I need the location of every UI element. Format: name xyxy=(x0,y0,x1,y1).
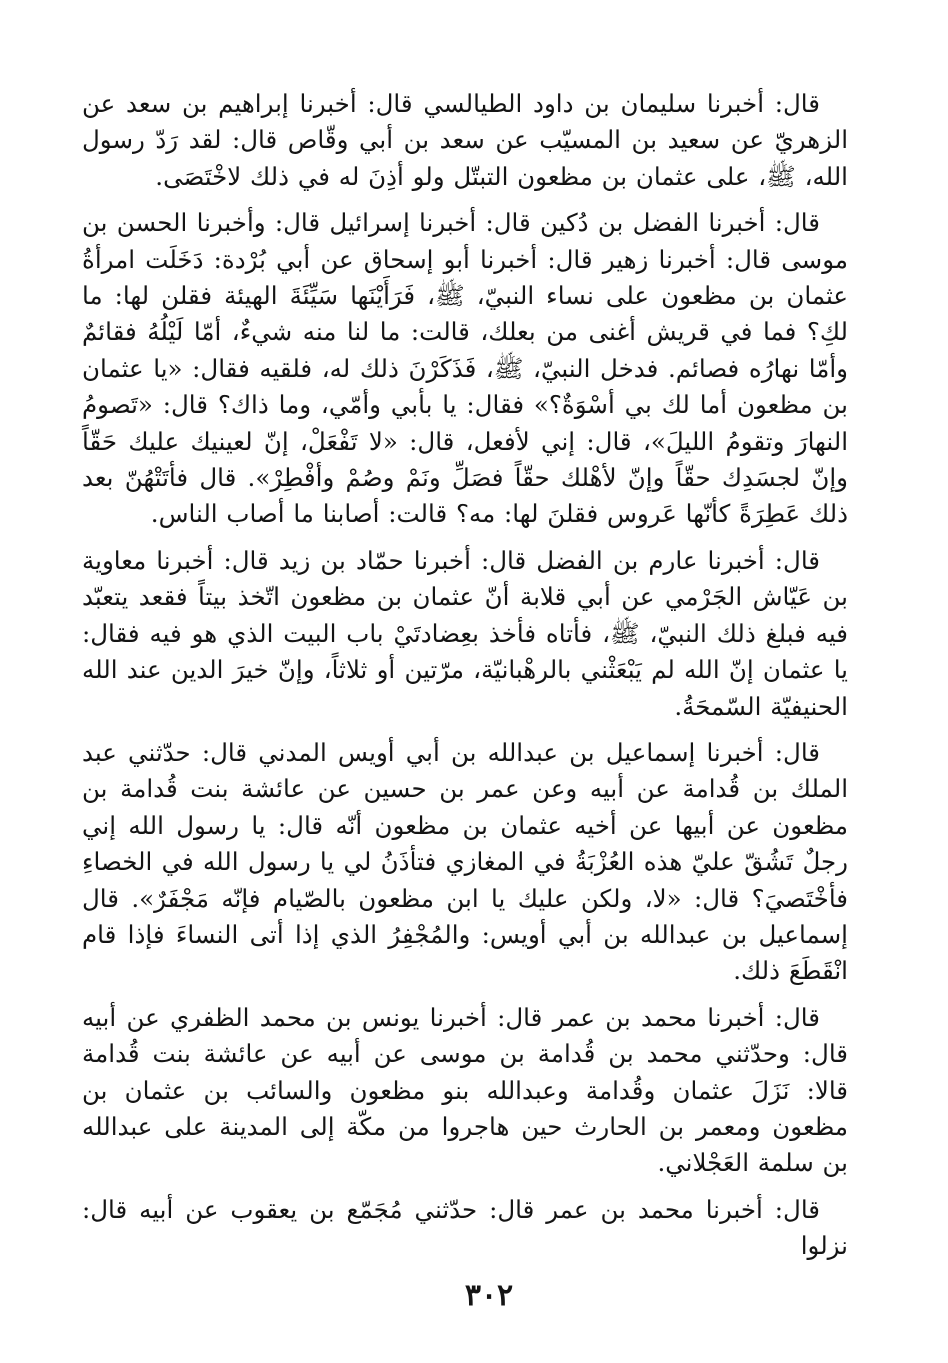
paragraph-5: قال: أخبرنا محمد بن عمر قال: أخبرنا يونس بن محمد الظفري عن أبيه قال: وحدّثني محمد بن قُدامة بن موسى عن أبيه عن عائشة بنت قُدامة قالا: نَزَلَ عثمان وقُدامة وعبدالله بنو مظعون والسائب بن عثمان بن مظعون ومعمر بن الحارث حين هاجروا من مكّة إلى المدينة على عبدالله بن سلمة العَجْلاني. xyxy=(82,1002,848,1178)
paragraph-2: قال: أخبرنا الفضل بن دُكين قال: أخبرنا إسرائيل قال: وأخبرنا الحسن بن موسى قال: أخبرنا زهير قال: أخبرنا أبو إسحاق عن أبي بُرْدة: دَخَلَت امرأةُ عثمان بن مظعون على نساء النبيّ، ﷺ، فَرَأَيْنَها سَيِّئَةَ الهيئة فقلن لها: ما لكِ؟ فما في قريش أغنى من بعلك، قالت: ما لنا منه شيءٌ، أمّا لَيْلُهُ فقائمٌ وأمّا نهارُه فصائم. فدخل النبيّ، ﷺ، فَذَكَرْنَ ذلك له، فلقيه فقال: «يا عثمان بن مظعون أما لك بي أسْوَةٌ؟» فقال: يا بأبي وأمّي، وما ذاك؟ قال: «تَصومُ النهارَ وتقومُ الليلَ»، قال: إني لأفعل، قال: «لا تَفْعَلْ، إنّ لعينيك عليك حَقّاً وإنّ لجسَدِك حقّاً وإنّ لأهْلك حقّاً فصَلِّ ونَمْ وصُمْ وأفْطِرْ». قال فأتَتْهُنّ بعد ذلك عَطِرَةً كأنّها عَروس فقلنَ لها: مه؟ قالت: أصابنا ما أصاب الناس. xyxy=(82,208,848,529)
page-number: ٣٠٢ xyxy=(464,1278,514,1313)
page-body xyxy=(82,86,848,1275)
paragraph-6: قال: أخبرنا محمد بن عمر قال: حدّثني مُجَمّع بن يعقوب عن أبيه قال: نزلوا xyxy=(82,1194,848,1261)
paragraph-1: قال: أخبرنا سليمان بن داود الطيالسي قال: أخبرنا إبراهيم بن سعد عن الزهريّ عن سعيد بن المسيّب عن سعد بن أبي وقّاص قال: لقد رَدّ رسول الله، ﷺ، على عثمان بن مظعون التبتّل ولو أذِنَ له في ذلك لاخْتَصَى. xyxy=(82,89,848,191)
paragraph-3: قال: أخبرنا عارم بن الفضل قال: أخبرنا حمّاد بن زيد قال: أخبرنا معاوية بن عَيّاش الجَرْمي عن أبي قلابة أنّ عثمان بن مظعون اتّخذ بيتاً فقعد يتعبّد فيه فبلغ ذلك النبيّ، ﷺ، فأتاه فأخذ بعِضادتَيْ باب البيت الذي هو فيه فقال: يا عثمان إنّ الله لم يَبْعَثْني بالرهْبانيّة، مرّتين أو ثلاثاً، وإنّ خيرَ الدين عند الله الحنيفيّة السّمحَةُ. xyxy=(82,545,848,721)
paragraph-4: قال: أخبرنا إسماعيل بن عبدالله بن أبي أويس المدني قال: حدّثني عبد الملك بن قُدامة عن أبيه وعن عمر بن حسين عن عائشة بنت قُدامة بن مظعون عن أبيها عن أخيه عثمان بن مظعون أنّه قال: يا رسول الله إني رجلٌ تَشُقّ عليّ هذه العُزْبَةُ في المغازي فتأذَنُ لي يا رسول الله في الخصاءِ فأخْتَصيَ؟ قال: «لا، ولكن عليك يا ابن مظعون بالصّيام فإنّه مَجْفَرٌ». قال إسماعيل بن عبدالله بن أبي أويس: والمُجْفِرُ الذي إذا أتى النساءَ فإذا قام انْقَطَعَ ذلك. xyxy=(82,737,848,986)
